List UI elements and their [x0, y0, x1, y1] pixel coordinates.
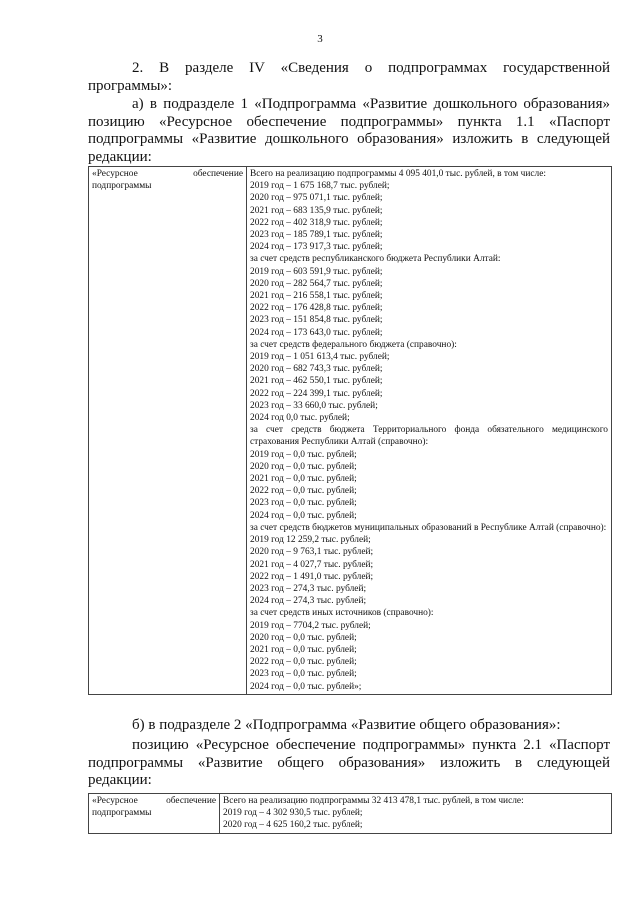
table-label-cell	[89, 167, 247, 695]
page-number: 3	[317, 33, 323, 45]
funding-line: 2021 год – 216 558,1 тыс. рублей;	[250, 291, 383, 302]
funding-line: 2020 год – 9 763,1 тыс. рублей;	[250, 547, 374, 558]
paragraph-item-a: а) в подразделе 1 «Подпрограмма «Развитие дошкольного образования» позицию «Ресурсное обеспечение подпрограммы» пункта 1.1 «Паспорт подпрограммы «Развитие дошкольного образования» изложить в следующей редакции:	[88, 96, 610, 165]
funding-line: 2023 год – 274,3 тыс. рублей;	[250, 583, 367, 594]
funding-line: 2023 год – 0,0 тыс. рублей;	[250, 669, 357, 680]
funding-line: 2024 год – 0,0 тыс. рублей;	[250, 510, 357, 521]
table-label-cell	[89, 794, 220, 834]
funding-line: за счет средств иных источников (справочно):	[250, 608, 434, 619]
funding-line: 2021 год – 462 550,1 тыс. рублей;	[250, 376, 383, 387]
funding-line: 2022 год – 402 318,9 тыс. рублей;	[250, 217, 383, 228]
funding-line: 2022 год – 1 491,0 тыс. рублей;	[250, 571, 374, 582]
funding-line: 2019 год 12 259,2 тыс. рублей;	[250, 535, 371, 546]
funding-line: 2022 год – 176 428,8 тыс. рублей;	[250, 303, 383, 314]
funding-line: 2021 год – 0,0 тыс. рублей;	[250, 644, 357, 655]
funding-line: за счет средств бюджета Территориального фонда обязательного медицинского страхования Республики Алтай (справочно):	[250, 425, 608, 448]
funding-line: 2021 год – 4 027,7 тыс. рублей;	[250, 559, 374, 570]
funding-line: 2024 год – 274,3 тыс. рублей;	[250, 596, 367, 607]
funding-line: 2019 год – 1 051 613,4 тыс. рублей;	[250, 352, 390, 363]
paragraph-item-b: б) в подразделе 2 «Подпрограмма «Развитие общего образования»:	[132, 717, 561, 733]
funding-line: за счет средств федерального бюджета (справочно):	[250, 339, 457, 350]
funding-line: Всего на реализацию подпрограммы 4 095 401,0 тыс. рублей, в том числе:	[250, 169, 546, 179]
funding-line: Всего на реализацию подпрограммы 32 413 478,1 тыс. рублей, в том числе:	[223, 796, 524, 806]
funding-line: за счет средств бюджетов муниципальных образований в Республике Алтай (справочно):	[250, 522, 607, 533]
funding-line: 2019 год – 0,0 тыс. рублей;	[250, 449, 357, 460]
funding-line: 2023 год – 151 854,8 тыс. рублей;	[250, 315, 383, 326]
funding-line: 2021 год – 683 135,9 тыс. рублей;	[250, 205, 383, 216]
funding-line: 2020 год – 682 743,3 тыс. рублей;	[250, 364, 383, 375]
funding-line: 2024 год – 0,0 тыс. рублей»;	[250, 681, 362, 692]
paragraph-position: позицию «Ресурсное обеспечение подпрограммы» пункта 2.1 «Паспорт подпрограммы «Развитие общего образования» изложить в следующей редакции:	[88, 737, 610, 788]
funding-lines	[223, 795, 608, 832]
funding-line: 2023 год – 185 789,1 тыс. рублей;	[250, 230, 383, 241]
funding-line: 2023 год – 33 660,0 тыс. рублей;	[250, 400, 378, 411]
funding-line: 2022 год – 0,0 тыс. рублей;	[250, 486, 357, 497]
table-value-cell	[220, 794, 612, 834]
funding-line: 2019 год – 7704,2 тыс. рублей;	[250, 620, 371, 631]
resource-table-preschool	[88, 166, 612, 695]
funding-line: 2020 год – 0,0 тыс. рублей;	[250, 461, 357, 472]
resource-label: «Ресурсное обеспечение подпрограммы	[92, 796, 216, 819]
funding-line: 2024 год – 173 917,3 тыс. рублей;	[250, 242, 383, 253]
funding-lines	[250, 168, 608, 693]
funding-line: 2023 год – 0,0 тыс. рублей;	[250, 498, 357, 509]
resource-table-general	[88, 793, 612, 834]
funding-line: 2020 год – 0,0 тыс. рублей;	[250, 632, 357, 643]
resource-label: «Ресурсное обеспечение подпрограммы	[92, 169, 243, 192]
funding-line: 2019 год – 4 302 930,5 тыс. рублей;	[223, 808, 363, 819]
paragraph-item-2: 2. В разделе IV «Сведения о подпрограммах государственной программы»:	[88, 60, 610, 94]
funding-line: 2020 год – 975 071,1 тыс. рублей;	[250, 193, 383, 204]
funding-line: 2024 год 0,0 тыс. рублей;	[250, 413, 350, 424]
funding-line: 2020 год – 4 625 160,2 тыс. рублей;	[223, 820, 363, 831]
funding-line: 2022 год – 0,0 тыс. рублей;	[250, 657, 357, 668]
funding-line: 2019 год – 1 675 168,7 тыс. рублей;	[250, 181, 390, 192]
funding-line: за счет средств республиканского бюджета Республики Алтай:	[250, 254, 501, 265]
funding-line: 2019 год – 603 591,9 тыс. рублей;	[250, 266, 383, 277]
table-value-cell	[247, 167, 612, 695]
funding-line: 2022 год – 224 399,1 тыс. рублей;	[250, 388, 383, 399]
table-row	[89, 167, 612, 695]
table-row	[89, 794, 612, 834]
funding-line: 2020 год – 282 564,7 тыс. рублей;	[250, 278, 383, 289]
funding-line: 2024 год – 173 643,0 тыс. рублей;	[250, 327, 383, 338]
funding-line: 2021 год – 0,0 тыс. рублей;	[250, 474, 357, 485]
